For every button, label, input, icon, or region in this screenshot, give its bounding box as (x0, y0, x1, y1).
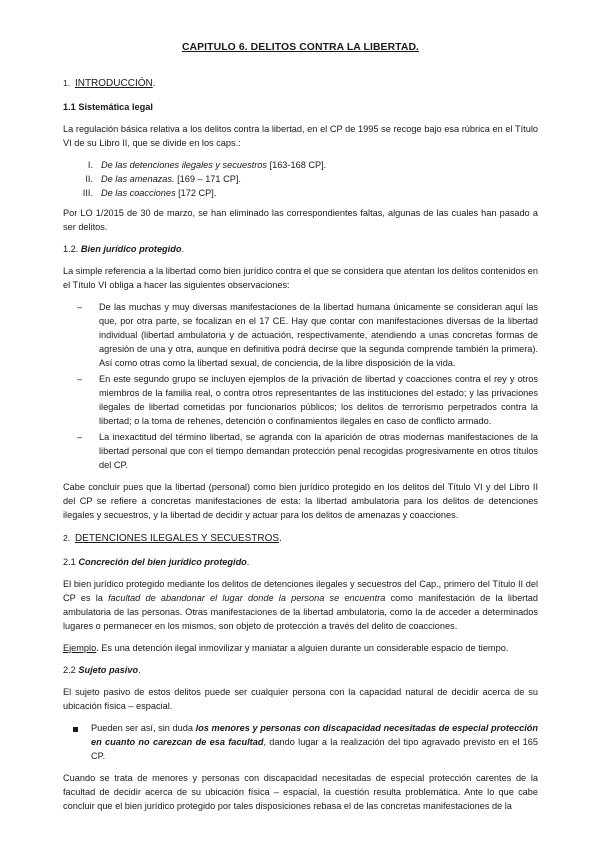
chapter-title: De las amenazas. (101, 173, 175, 184)
chapter-list (63, 159, 538, 201)
section-2-heading (63, 531, 538, 546)
item-text: , dando lugar a la realización del tipo agravado previsto en el 165 CP. (91, 736, 538, 761)
document-title: CAPITULO 6. DELITOS CONTRA LA LIBERTAD. (181, 42, 420, 53)
section-2-number: 2. (63, 532, 71, 543)
example-label: Ejemplo (63, 642, 97, 653)
subsection-2-2-number: 2.2 (63, 664, 76, 675)
subsection-2-1-number: 2.1 (63, 556, 76, 567)
subsection-2-2-tail: . (138, 664, 141, 675)
observation-item (63, 431, 538, 473)
item-emphasis: los menores y personas con discapacidad necesitadas de especial protección en cuanto no carezcan de esa facultad (91, 722, 538, 747)
chapter-ref: [172 CP]. (175, 187, 217, 198)
chapter-item (63, 187, 538, 201)
chapter-item (63, 159, 538, 173)
observations-list (63, 301, 538, 473)
section-2-title: DETENCIONES ILEGALES Y SECUESTROS (74, 532, 280, 544)
observation-item (63, 373, 538, 429)
section-2-title-tail: . (279, 532, 282, 544)
section-1-title-tail: . (152, 77, 156, 89)
section-1-title: INTRODUCCIÓN (74, 77, 153, 89)
observation-item (63, 301, 538, 371)
chapter-number: III. (82, 187, 93, 198)
subsection-1-1-heading: 1.1 Sistemática legal (63, 102, 153, 112)
observation-text: En este segundo grupo se incluyen ejemplos de la privación de libertad y coacciones contra el rey y otros miembros de la familia real, o contra otros representantes de las instituciones del estado; y las privaciones ilegales de libertad cometidas por funcionarios públicos; los delitos de terrorismo perpetrados contra la libertad; o la toma de rehenes, detención o confinamientos ilegales en caso de conflicto armado. (99, 373, 538, 426)
intro-paragraph: La regulación básica relativa a los delitos contra la libertad, en el CP de 1995 se recoge bajo esa rúbrica en el Título VI de su Libro II, que se divide en los caps.: (63, 123, 538, 148)
section-1-heading (63, 76, 538, 91)
dash-bullet-icon: – (77, 373, 83, 384)
chapter-number: II. (85, 173, 93, 184)
chapter-number: I. (87, 159, 93, 170)
chapter-title: De las coacciones (101, 187, 176, 198)
subsection-1-2-tail: . (181, 243, 185, 254)
paragraph-text: como manifestación de la libertad ambulatoria de las personas. Otras manifestaciones de la libertad ambulatoria, como la de acceder a determinados lugares o permanecer en los mismos, son objeto de protección a través del delito de coacciones. (63, 592, 539, 631)
chapter-ref: [169 – 171 CP]. (174, 173, 241, 184)
subsection-2-1-title: Concreción del bien jurídico protegido (78, 556, 247, 567)
subsection-2-2-title: Sujeto pasivo (78, 664, 139, 675)
lo-note-paragraph: Por LO 1/2015 de 30 de marzo, se han eliminado las correspondientes faltas, algunas de las cuales han pasado a ser delitos. (63, 207, 538, 232)
subsection-2-2-heading (63, 664, 538, 678)
conclusion-paragraph: Cabe concluir pues que la libertad (personal) como bien jurídico protegido en los delitos del Título VI y del Libro II del CP se refiere a concretas manifestaciones de esta: la libertad ambulatoria para los delitos de detenciones ilegales y secuestros, y la libertad de decidir y actuar para los delitos de amenazas y coacciones. (63, 481, 538, 520)
bien-juridico-paragraph (63, 578, 538, 634)
subsection-1-2-number: 1.2. (63, 243, 79, 254)
subsection-2-1-heading (63, 556, 538, 570)
item-text: Pueden ser así, sin duda (91, 722, 196, 733)
paragraph-text: El bien jurídico protegido mediante los delitos de detenciones ilegales y secuestros del Cap., primero del Título II del CP es la (63, 578, 538, 603)
subsection-1-2-heading (63, 243, 538, 257)
subsection-1-2-title: Bien jurídico protegido (80, 243, 182, 254)
example-text: . Es una detención ilegal inmovilizar y maniatar a alguien durante un considerable espacio de tiempo. (96, 642, 509, 653)
sujeto-pasivo-list (63, 722, 538, 764)
discapacidad-paragraph: Cuando se trata de menores y personas con discapacidad necesitadas de especial protección carentes de la facultad de decidir acerca de su ubicación física – espacial, la cuestión resulta problemática. Ante lo que cabe concluir que el bien jurídico protegido por tales disposiciones rebasa el de las concretas manifestaciones de la (63, 772, 538, 811)
sujeto-pasivo-paragraph: El sujeto pasivo de estos delitos puede ser cualquier persona con la capacidad natural de decidir acerca de su ubicación física – espacial. (63, 686, 538, 711)
chapter-item (63, 173, 538, 187)
dash-bullet-icon: – (77, 431, 83, 442)
chapter-ref: [163-168 CP]. (266, 159, 327, 170)
paragraph-emphasis: facultad de abandonar el lugar donde la persona se encuentra (108, 592, 386, 603)
subsection-2-1-tail: . (246, 556, 250, 567)
example-paragraph (63, 642, 538, 656)
square-bullet-icon (73, 727, 78, 732)
section-1-number: 1. (63, 77, 71, 88)
observation-text: La inexactitud del término libertad, se agranda con la aparición de otras modernas manifestaciones de la libertad personal que con el tiempo demandan protección penal recogidas progresivamente en otros títulos del CP. (99, 431, 538, 470)
observation-text: De las muchas y muy diversas manifestaciones de la libertad humana únicamente se consideran aquí las que, por otra parte, se focalizan en el 17 CE. Hay que contar con manifestaciones diversas de la libertad individual (libertad ambulatoria y de actuación, respectivamente, atendiendo a unas concretas formas de agresión de una y otra, aunque en definitiva podrá decirse que la segunda comprende también la primera). Así como otras como la libertad sexual, de conciencia, de la libre disposición de la vida. (99, 301, 538, 368)
sujeto-pasivo-item (63, 722, 538, 764)
dash-bullet-icon: – (77, 301, 83, 312)
chapter-title: De las detenciones ilegales y secuestros (101, 159, 267, 170)
bien-juridico-intro: La simple referencia a la libertad como bien jurídico contra el que se considera que atentan los delitos contenidos en el Título VI obliga a hacer las siguientes observaciones: (63, 265, 538, 290)
